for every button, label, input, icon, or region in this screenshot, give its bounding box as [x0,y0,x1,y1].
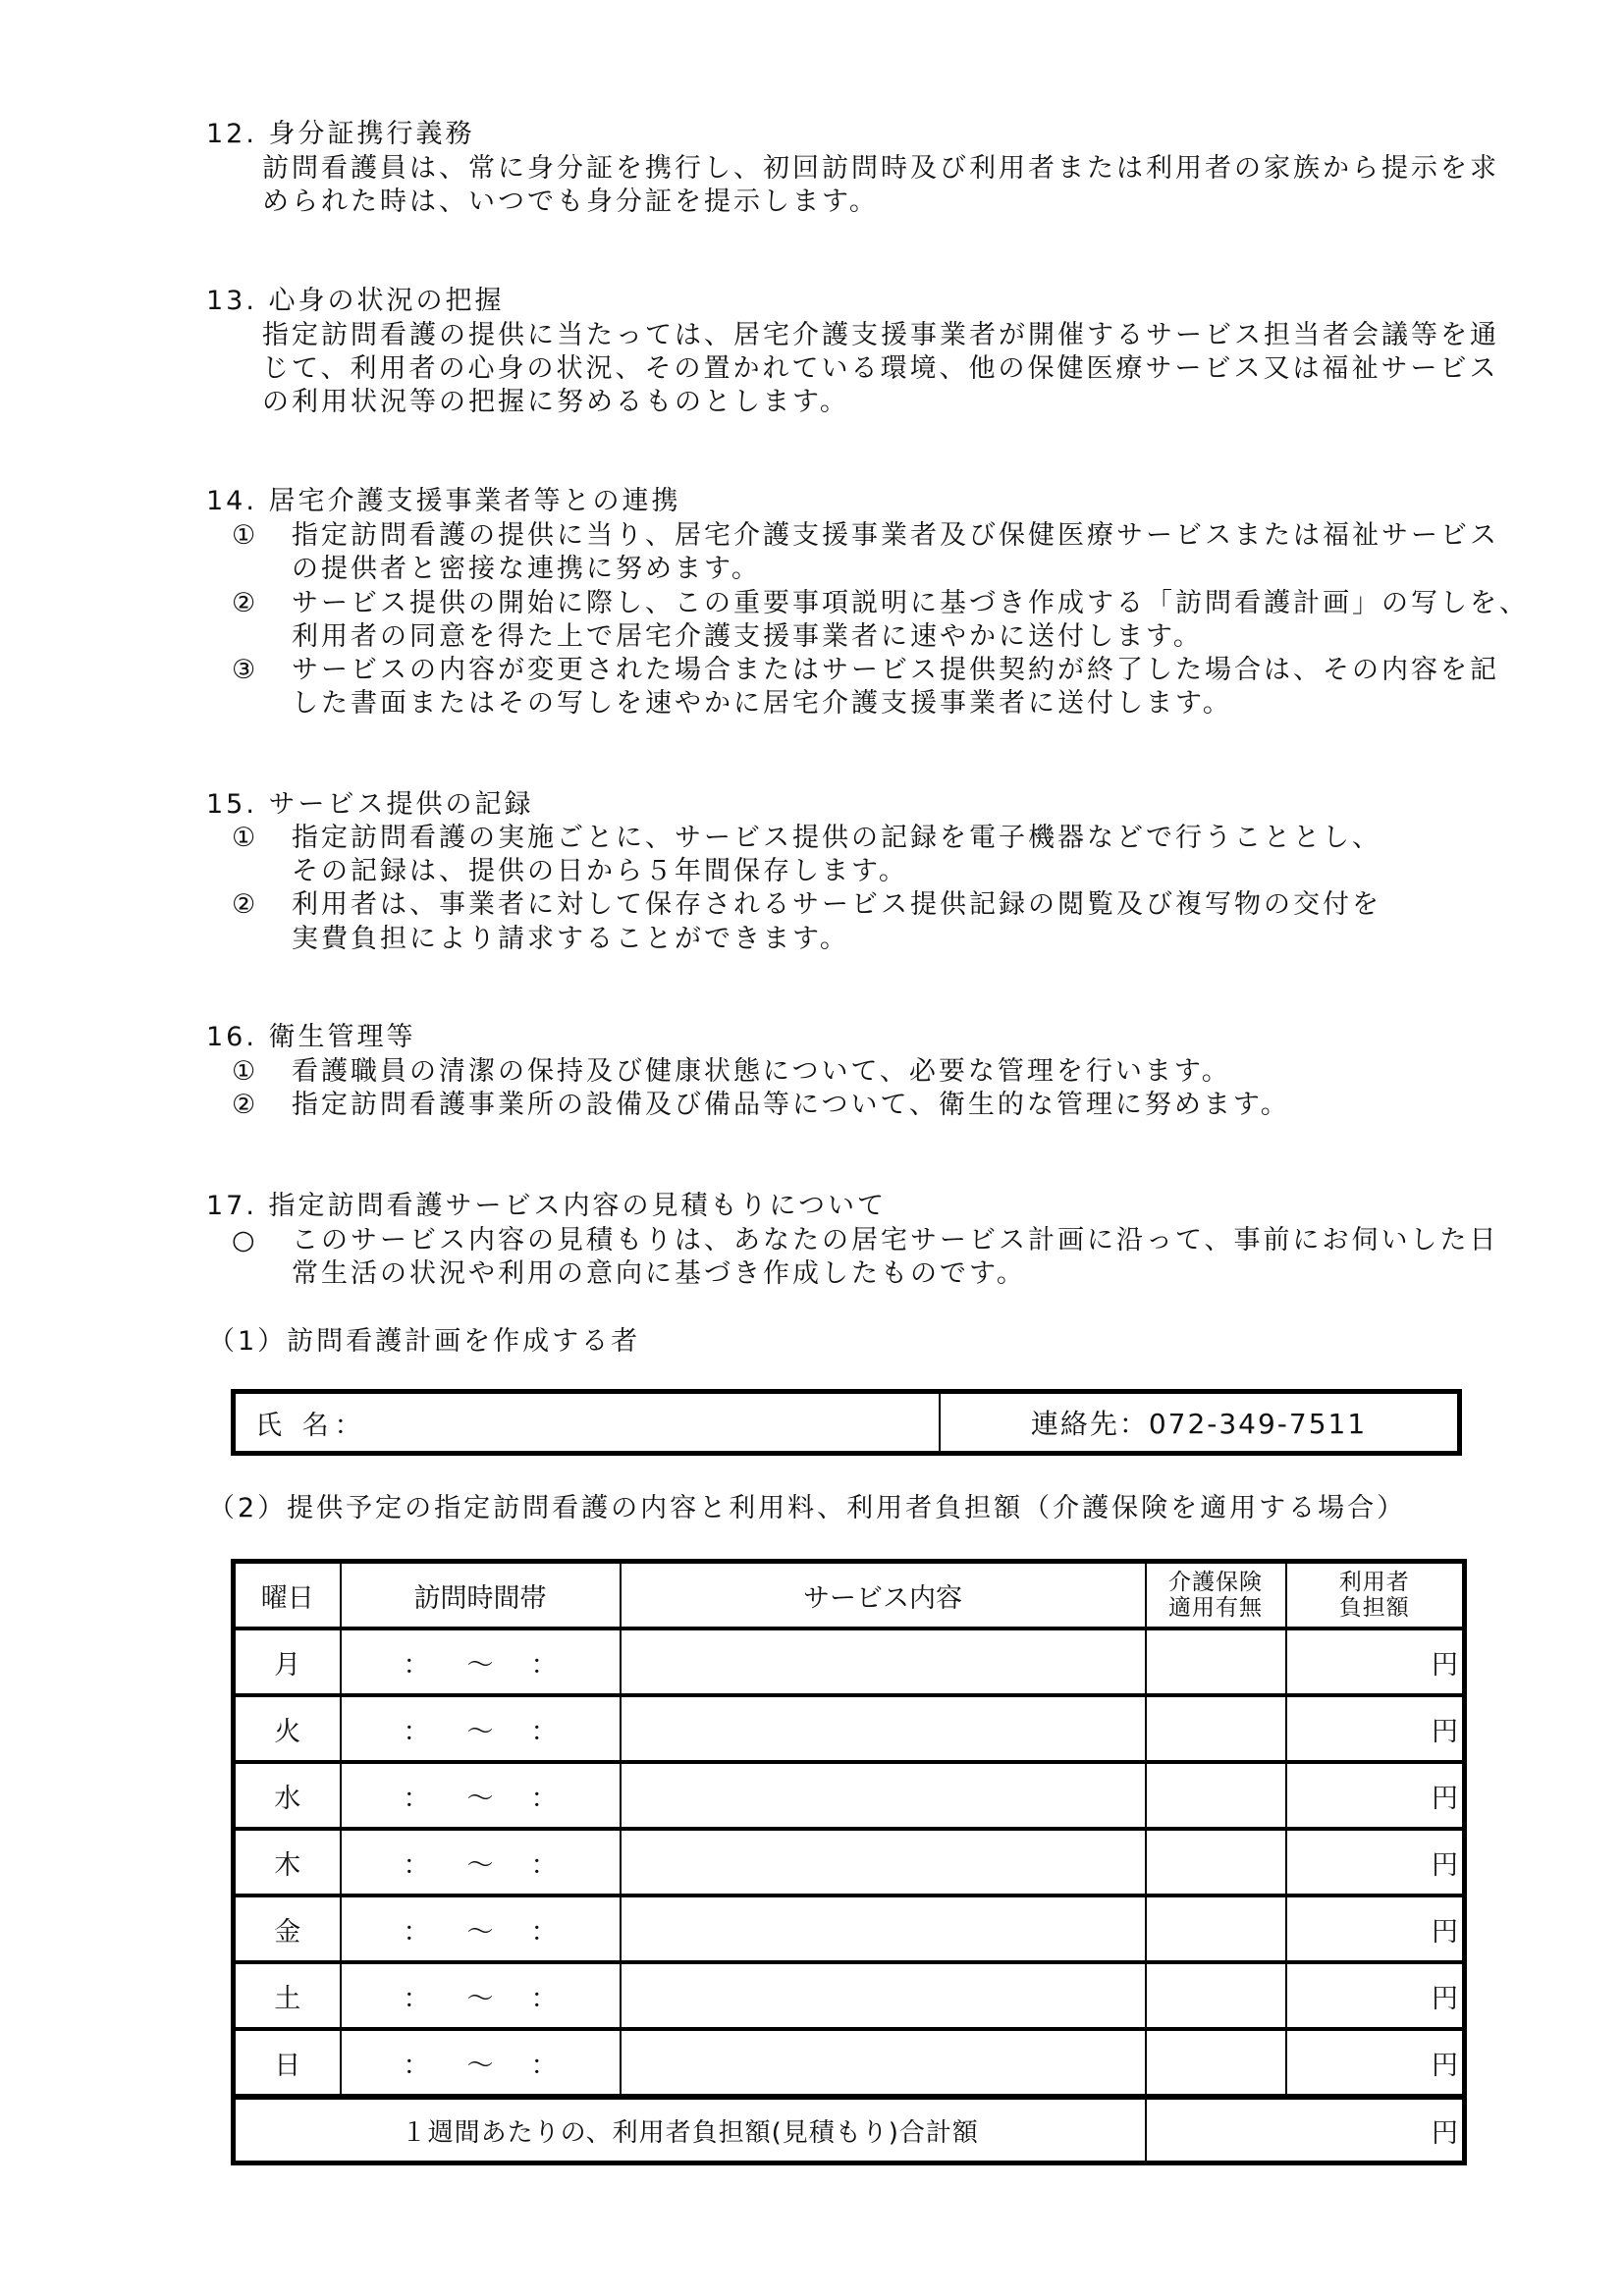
list-item-text: サービスの内容が変更された場合またはサービス提供契約が終了した場合は、その内容を記 [292,655,1499,685]
yen-unit: 円 [1432,1849,1458,1881]
section-13-text-line: じて、利用者の心身の状況、その置かれている環境、他の保健医療サービス又は福祉サービス [262,353,1499,384]
list-item-text: サービス提供の開始に際し、この重要事項説明に基づき作成する「訪問看護計画」の写しを、 [292,588,1529,618]
day-cell: 月 [234,1629,341,1695]
day-cell: 土 [234,1962,341,2029]
planner-name-label: 氏 名： [255,1410,367,1441]
col-burden-line2: 負担額 [1338,1595,1410,1621]
insurance-cell[interactable] [1146,1762,1286,1829]
amount-cell[interactable] [1286,1695,1465,1762]
planner-contact-label: 連絡先：072-349-7511 [1030,1408,1368,1440]
total-label: １週間あたりの、利用者負担額(見積もり)合計額 [234,2097,1146,2163]
yen-unit: 円 [1432,1983,1458,2014]
amount-cell[interactable] [1286,1962,1465,2029]
list-item-text: の提供者と密接な連携に努めます。 [292,554,761,584]
list-item-text: その記録は、提供の日から５年間保存します。 [292,856,908,886]
planner-box [231,1389,1462,1456]
insurance-cell[interactable] [1146,2029,1286,2097]
start-time-colon: ： [403,1849,430,1881]
day-cell: 日 [234,2029,341,2097]
time-tilde: ～ [466,1983,494,2014]
col-insurance-line2: 適用有無 [1168,1595,1263,1621]
yen-unit: 円 [1432,2117,1458,2149]
list-item-text: 看護職員の清潔の保持及び健康状態について、必要な管理を行います。 [292,1056,1231,1087]
list-marker: ③ [232,655,259,685]
list-marker: ② [232,1090,259,1120]
time-cell[interactable] [341,1896,621,1962]
amount-cell[interactable] [1286,1829,1465,1896]
yen-unit: 円 [1432,1916,1458,1948]
list-marker: ① [232,1056,259,1087]
service-cell[interactable] [621,2029,1146,2097]
insurance-cell[interactable] [1146,1629,1286,1695]
service-cell[interactable] [621,1829,1146,1896]
total-row [234,2097,1465,2163]
planner-contact [941,1394,1457,1451]
section-12-heading: 12. 身分証携行義務 [206,119,475,149]
section-13-text-line: の利用状況等の把握に努めるものとします。 [262,387,849,417]
start-time-colon: ： [403,2050,430,2081]
total-amount-cell[interactable] [1146,2097,1465,2163]
insurance-cell[interactable] [1146,1896,1286,1962]
end-time-colon: ： [530,1983,558,2014]
table-row [234,1896,1465,1962]
col-burden [1286,1562,1465,1629]
time-cell[interactable] [341,1762,621,1829]
list-item-text: 利用者は、事業者に対して保存されるサービス提供記録の閲覧及び複写物の交付を [292,889,1381,920]
time-cell[interactable] [341,1695,621,1762]
start-time-colon: ： [403,1983,430,2014]
end-time-colon: ： [530,1649,558,1681]
section-17-heading: 17. 指定訪問看護サービス内容の見積もりについて [206,1191,887,1221]
service-cell[interactable] [621,1629,1146,1695]
yen-unit: 円 [1432,1783,1458,1814]
time-tilde: ～ [466,1916,494,1948]
start-time-colon: ： [403,1783,430,1814]
time-tilde: ～ [466,1849,494,1881]
start-time-colon: ： [403,1649,430,1681]
table-row [234,1962,1465,2029]
table-row [234,1829,1465,1896]
section-12-text-line: 訪問看護員は、常に身分証を携行し、初回訪問時及び利用者または利用者の家族から提示を求 [262,153,1499,184]
section-13-text-line: 指定訪問看護の提供に当たっては、居宅介護支援事業者が開催するサービス担当者会議等を通 [262,320,1499,350]
service-cell[interactable] [621,1896,1146,1962]
service-cell[interactable] [621,1762,1146,1829]
schedule-heading: （2）提供予定の指定訪問看護の内容と利用料、利用者負担額（介護保険を適用する場合） [208,1493,1407,1523]
col-day: 曜日 [234,1562,341,1629]
end-time-colon: ： [530,2050,558,2081]
list-marker: ② [232,588,259,618]
list-item-text: した書面またはその写しを速やかに居宅介護支援事業者に送付します。 [292,688,1232,719]
start-time-colon: ： [403,1916,430,1948]
insurance-cell[interactable] [1146,1695,1286,1762]
list-item-text: 常生活の状況や利用の意向に基づき作成したものです。 [292,1258,1026,1289]
yen-unit: 円 [1432,2050,1458,2081]
time-cell[interactable] [341,2029,621,2097]
col-time: 訪問時間帯 [341,1562,621,1629]
list-marker: ① [232,823,259,853]
time-tilde: ～ [466,2050,494,2081]
amount-cell[interactable] [1286,1629,1465,1695]
section-12-text-line: められた時は、いつでも身分証を提示します。 [262,187,879,217]
col-service: サービス内容 [621,1562,1146,1629]
table-header-row [234,1562,1465,1629]
table-row [234,1629,1465,1695]
col-insurance [1146,1562,1286,1629]
amount-cell[interactable] [1286,2029,1465,2097]
list-marker: ○ [232,1225,258,1255]
col-burden-line1: 利用者 [1338,1570,1410,1595]
insurance-cell[interactable] [1146,1829,1286,1896]
yen-unit: 円 [1432,1716,1458,1747]
day-cell: 金 [234,1896,341,1962]
list-marker: ① [232,520,259,551]
section-13-heading: 13. 心身の状況の把握 [206,286,505,316]
planner-heading: （1）訪問看護計画を作成する者 [208,1326,641,1357]
insurance-cell[interactable] [1146,1962,1286,2029]
col-insurance-line1: 介護保険 [1168,1570,1263,1595]
section-16-heading: 16. 衛生管理等 [206,1022,416,1052]
service-cell[interactable] [621,1695,1146,1762]
end-time-colon: ： [530,1849,558,1881]
list-item-text: 指定訪問看護事業所の設備及び備品等について、衛生的な管理に努めます。 [292,1090,1290,1120]
time-tilde: ～ [466,1716,494,1747]
amount-cell[interactable] [1286,1896,1465,1962]
list-item-text: 指定訪問看護の提供に当り、居宅介護支援事業者及び保健医療サービスまたは福祉サービス [292,520,1499,551]
day-cell: 水 [234,1762,341,1829]
list-item-text: 実費負担により請求することができます。 [292,924,849,954]
yen-unit: 円 [1432,1649,1458,1681]
table-row [234,1762,1465,1829]
planner-name-field[interactable] [236,1394,941,1451]
amount-cell[interactable] [1286,1762,1465,1829]
end-time-colon: ： [530,1716,558,1747]
table-row [234,2029,1465,2097]
service-cell[interactable] [621,1962,1146,2029]
end-time-colon: ： [530,1783,558,1814]
day-cell: 木 [234,1829,341,1896]
section-15-heading: 15. サービス提供の記録 [206,789,534,820]
time-cell[interactable] [341,1962,621,2029]
time-tilde: ～ [466,1783,494,1814]
table-row [234,1695,1465,1762]
list-item-text: 利用者の同意を得た上で居宅介護支援事業者に速やかに送付します。 [292,621,1203,652]
day-cell: 火 [234,1695,341,1762]
list-item-text: 指定訪問看護の実施ごとに、サービス提供の記録を電子機器などで行うこととし、 [292,823,1381,853]
list-item-text: このサービス内容の見積もりは、あなたの居宅サービス計画に沿って、事前にお伺いした日 [292,1225,1499,1255]
time-tilde: ～ [466,1649,494,1681]
list-marker: ② [232,889,259,920]
end-time-colon: ： [530,1916,558,1948]
section-14-heading: 14. 居宅介護支援事業者等との連携 [206,486,681,516]
schedule-table [231,1559,1467,2165]
time-cell[interactable] [341,1829,621,1896]
start-time-colon: ： [403,1716,430,1747]
time-cell[interactable] [341,1629,621,1695]
